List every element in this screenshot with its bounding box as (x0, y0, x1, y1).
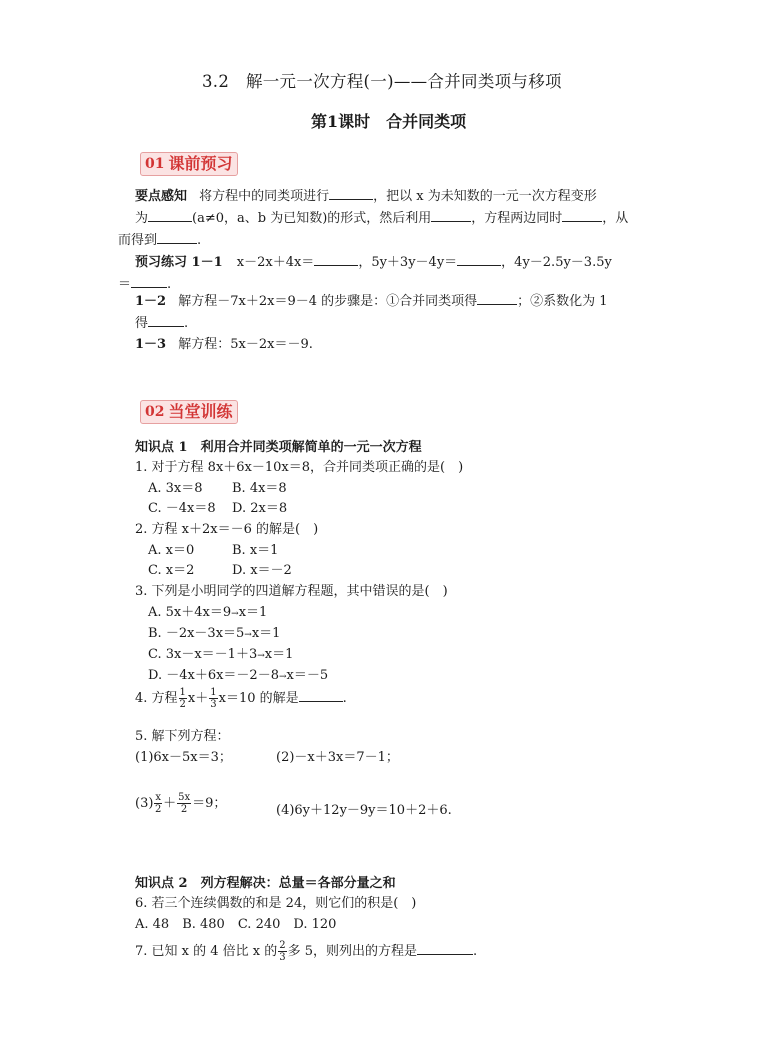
answer-blank[interactable] (329, 188, 373, 200)
question-5-part-4: (4)6y＋12y－9y＝10＋2＋6. (276, 803, 452, 818)
answer-blank[interactable] (431, 210, 471, 222)
text: ，5y＋3y－4y＝ (358, 255, 458, 270)
text: ，从 (602, 211, 629, 226)
text: 多 5，则列出的方程是 (287, 944, 418, 959)
text: . (342, 691, 347, 706)
question-5: 5. 解下列方程： (135, 729, 230, 744)
preview-exercise-1-1 (135, 251, 612, 270)
text: x＝10 的解是 (218, 691, 299, 706)
fraction (154, 792, 162, 815)
text: 将方程中的同类项进行 (199, 189, 330, 204)
page-title: 3.2 解一元一次方程(一)——合并同类项与移项 (202, 72, 562, 91)
denominator: 3 (279, 952, 286, 963)
answer-blank[interactable] (417, 943, 473, 955)
text: x＝1 (238, 605, 268, 620)
text: . (197, 233, 202, 248)
text: 解方程：5x－2x＝－9. (178, 337, 313, 352)
denominator: 2 (180, 804, 188, 815)
question-2-option-a[interactable]: A. x＝0 (148, 543, 195, 558)
question-2-option-b[interactable]: B. x＝1 (232, 543, 279, 558)
question-1-option-c[interactable]: C. －4x＝8 (148, 501, 216, 516)
numerator: 5x (178, 792, 191, 803)
question-3-option-d[interactable] (148, 664, 328, 683)
fraction (177, 792, 191, 815)
text: ＋ (163, 796, 177, 811)
denominator: 2 (179, 699, 186, 710)
section-number: 02 (145, 404, 165, 420)
lesson-subtitle: 第1课时 合并同类项 (311, 112, 467, 131)
text: . (473, 944, 478, 959)
text: B. －2x－3x＝5 (148, 626, 245, 641)
preview-exercise-1-3 (135, 333, 313, 352)
text: ＝9； (192, 796, 227, 811)
question-1-option-b[interactable]: B. 4x＝8 (232, 481, 287, 496)
numerator: 2 (279, 940, 286, 951)
question-2-option-c[interactable]: C. x＝2 (148, 563, 195, 578)
key-points-label: 要点感知 (135, 189, 188, 204)
text: (3) (135, 796, 154, 811)
exercise-number: 1－2 (135, 294, 167, 309)
question-4 (135, 687, 347, 710)
answer-blank[interactable] (157, 232, 197, 244)
arrow-icon: → (231, 609, 239, 619)
key-points-line-2 (135, 207, 628, 226)
exercise-number: 1－3 (135, 337, 167, 352)
question-3: 3. 下列是小明同学的四道解方程题，其中错误的是( ) (135, 584, 448, 599)
section-badge-preview (140, 152, 238, 176)
answer-blank[interactable] (562, 210, 602, 222)
preview-exercise-1-2-cont (135, 312, 188, 331)
arrow-icon: → (278, 672, 287, 682)
denominator: 3 (210, 699, 217, 710)
text: D. －4x＋6x＝－2－8 (148, 668, 279, 683)
exercise-label: 预习练习 1－1 (135, 255, 223, 270)
question-3-option-a[interactable] (148, 601, 267, 620)
numerator: 1 (210, 687, 217, 698)
text: ；②系数化为 1 (517, 294, 608, 309)
arrow-icon: → (257, 651, 265, 661)
text: ，把以 x 为未知数的一元一次方程变形 (373, 189, 597, 204)
question-5-part-2: (2)－x＋3x＝7－1； (276, 750, 399, 765)
text: 4. 方程 (135, 691, 178, 706)
text: x＋ (187, 691, 209, 706)
text: (a≠0，a、b 为已知数)的形式，然后利用 (192, 211, 432, 226)
question-3-option-b[interactable] (148, 622, 280, 641)
text: x＝1 (251, 626, 281, 641)
answer-blank[interactable] (148, 210, 192, 222)
text: 为 (135, 211, 149, 226)
question-1-option-a[interactable]: A. 3x＝8 (148, 481, 203, 496)
preview-exercise-1-2 (135, 290, 608, 309)
text: x＝－5 (286, 668, 329, 683)
answer-blank[interactable] (477, 293, 517, 305)
question-5-part-1: (1)6x－5x＝3； (135, 750, 232, 765)
numerator: 1 (179, 687, 186, 698)
fraction (278, 940, 286, 963)
text: 得 (135, 316, 149, 331)
question-5-part-3 (135, 792, 226, 815)
knowledge-point-1-heading: 知识点 1 利用合并同类项解简单的一元一次方程 (135, 440, 422, 455)
question-1-option-d[interactable]: D. 2x＝8 (232, 501, 288, 516)
section-label: 课前预习 (168, 154, 233, 173)
text: . (184, 316, 189, 331)
text: x＝1 (264, 647, 294, 662)
text: 解方程－7x＋2x＝9－4 的步骤是：①合并同类项得 (178, 294, 478, 309)
knowledge-point-2-heading: 知识点 2 列方程解决：总量＝各部分量之和 (135, 876, 396, 891)
text: 而得到 (118, 233, 158, 248)
question-1: 1. 对于方程 8x＋6x－10x＝8，合并同类项正确的是( ) (135, 460, 464, 475)
question-3-option-c[interactable] (148, 643, 293, 662)
text: x－2x＋4x＝ (236, 255, 315, 270)
text: A. 5x＋4x＝9 (148, 605, 232, 620)
question-6-options[interactable]: A. 48 B. 480 C. 240 D. 120 (135, 917, 337, 932)
answer-blank[interactable] (299, 690, 343, 702)
question-2: 2. 方程 x＋2x＝－6 的解是( ) (135, 522, 319, 537)
question-2-option-d[interactable]: D. x＝－2 (232, 563, 292, 578)
fraction (179, 687, 187, 710)
fraction (209, 687, 217, 710)
answer-blank[interactable] (131, 276, 167, 288)
section-number: 01 (145, 156, 165, 172)
question-6: 6. 若三个连续偶数的和是 24，则它们的积是( ) (135, 896, 417, 911)
text: . (167, 277, 172, 292)
text: C. 3x－x＝－1＋3 (148, 647, 258, 662)
arrow-icon: → (244, 630, 252, 640)
answer-blank[interactable] (457, 254, 501, 266)
section-badge-practice (140, 400, 238, 424)
denominator: 2 (155, 804, 162, 815)
question-7 (135, 940, 477, 963)
numerator: x (155, 792, 162, 803)
key-points-line-1 (135, 185, 597, 204)
text: ，4y－2.5y－3.5y (501, 255, 612, 270)
text: 7. 已知 x 的 4 倍比 x 的 (135, 944, 278, 959)
answer-blank[interactable] (314, 254, 358, 266)
key-points-line-3 (118, 229, 201, 248)
answer-blank[interactable] (148, 315, 184, 327)
text: ，方程两边同时 (471, 211, 563, 226)
section-label: 当堂训练 (168, 402, 233, 421)
text: ＝ (118, 277, 132, 292)
